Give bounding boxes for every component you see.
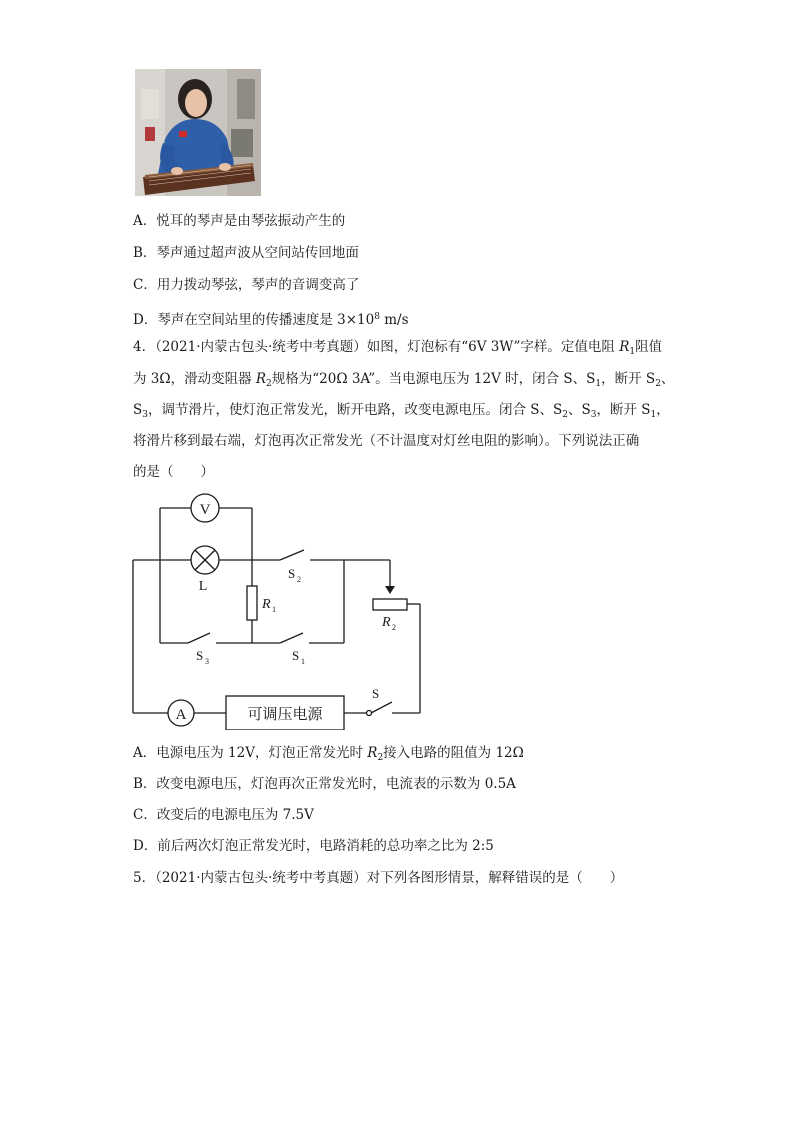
svg-text:R: R: [382, 615, 391, 630]
svg-text:3: 3: [205, 657, 209, 666]
switch-s-icon: [371, 702, 392, 713]
q4-option-c: C．改变后的电源电压为 7.5V: [133, 807, 314, 823]
svg-text:1: 1: [301, 657, 305, 666]
q4-stem-line2: 为 3Ω，滑动变阻器 $R_2$规格为“20Ω 3A”。当电源电压为 12V 时，闭合 S、$S_1$，断开 $S_2$、: [133, 371, 675, 389]
rheostat-r2-icon: [373, 599, 407, 610]
q4-stem-line4: 将滑片移到最右端，灯泡再次正常发光（不计温度对灯丝电阻的影响）。下列说法正确: [133, 433, 640, 449]
svg-text:2: 2: [392, 623, 396, 632]
q4-option-a: A．电源电压为 12V，灯泡正常发光时 $R_2$接入电路的阻值为 12Ω: [133, 745, 524, 763]
q3-option-b: B．琴声通过超声波从空间站传回地面: [133, 245, 359, 261]
svg-text:1: 1: [272, 605, 276, 614]
switch-s3-icon: [188, 633, 210, 643]
svg-text:S: S: [288, 566, 296, 581]
svg-text:S: S: [196, 648, 204, 663]
svg-text:可调压电源: 可调压电源: [247, 706, 323, 723]
q3-option-c: C．用力拨动琴弦，琴声的音调变高了: [133, 277, 360, 293]
switch-s2-icon: [280, 550, 304, 560]
svg-text:2: 2: [297, 575, 301, 584]
svg-text:S: S: [372, 686, 380, 701]
ammeter-label: A: [175, 707, 187, 723]
q4-option-d: D．前后两次灯泡正常发光时，电路消耗的总功率之比为 2:5: [133, 838, 494, 854]
resistor-r1-icon: [247, 586, 257, 620]
svg-text:S: S: [292, 648, 300, 663]
circuit-diagram: [120, 488, 440, 734]
switch-s1-icon: [280, 633, 303, 643]
q4-stem-line5: 的是（ ）: [133, 464, 214, 480]
q4-stem-line1: 4．（2021·内蒙古包头·统考中考真题）如图，灯泡标有“6V 3W”字样。定值电阻 $R_1$阻值: [133, 339, 663, 357]
q3-option-d: D．琴声在空间站里的传播速度是 $3\times 10^8$ m/s: [133, 312, 409, 328]
q4-option-b: B．改变电源电压，灯泡再次正常发光时，电流表的示数为 0.5A: [133, 776, 516, 792]
q4-stem-line3: $S_3$，调节滑片，使灯泡正常发光，断开电路，改变电源电压。闭合 S、$S_2$、$S_3$，断开 $S_1$，: [133, 402, 670, 420]
astronaut-guzheng-photo: [135, 69, 261, 196]
q5-stem: 5．（2021·内蒙古包头·统考中考真题）对下列各图形情景，解释错误的是（ ）: [133, 870, 624, 886]
q3-option-a: A．悦耳的琴声是由琴弦振动产生的: [133, 213, 346, 229]
lamp-label: L: [198, 579, 208, 594]
svg-text:R: R: [262, 597, 271, 612]
voltmeter-label: V: [199, 502, 211, 518]
